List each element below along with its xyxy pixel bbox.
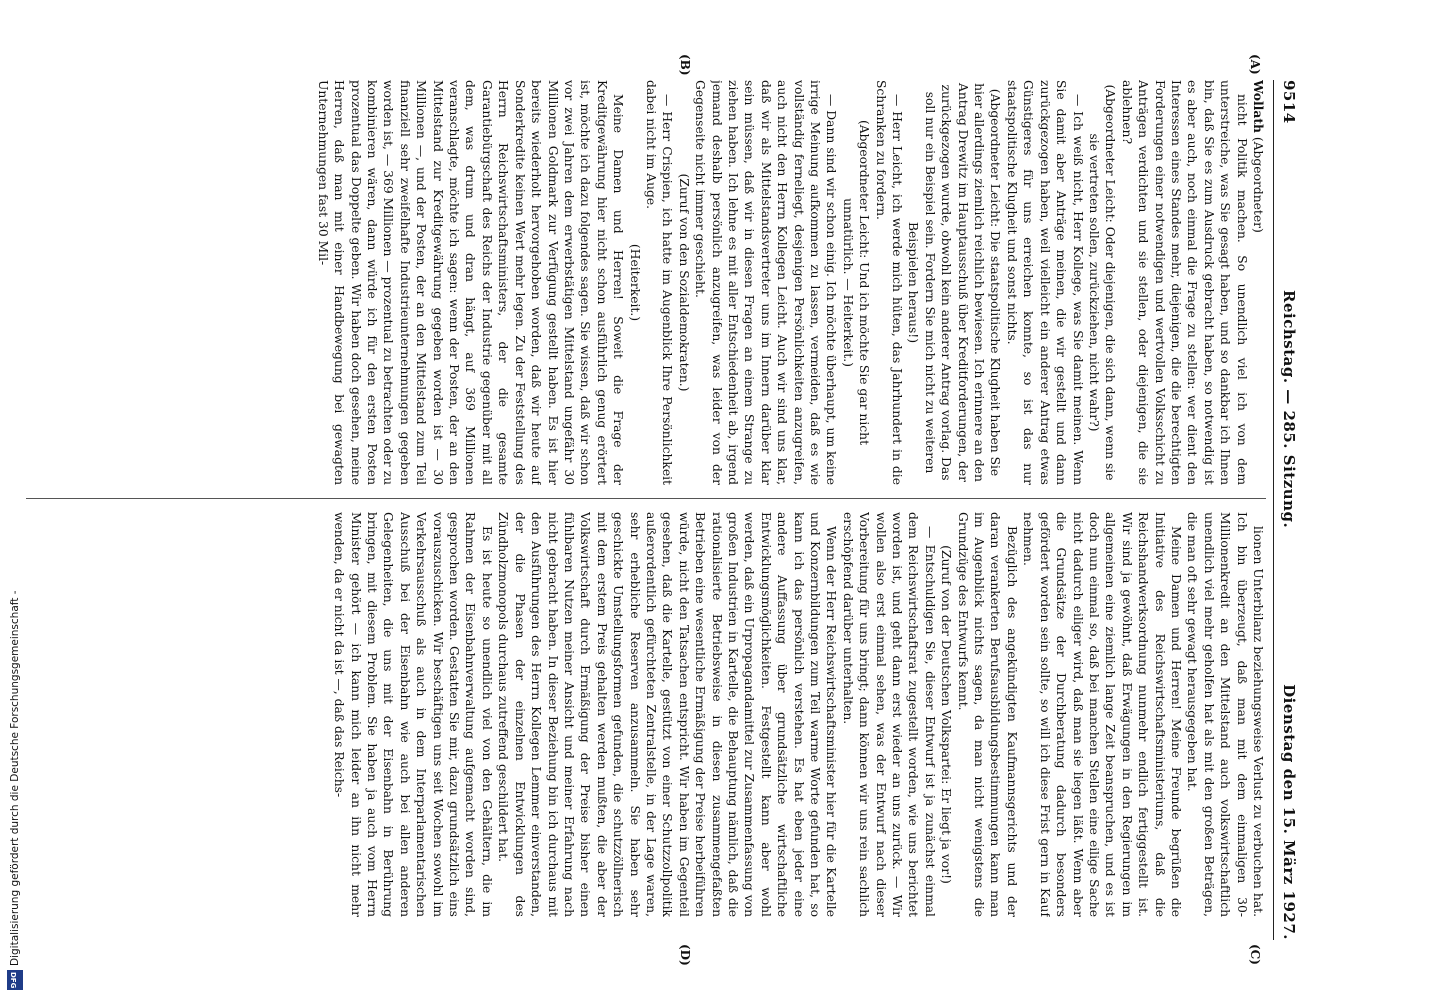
paragraph: Bezüglich des angekündigten Kaufmannsgerichts und der daran verankerten Berufsausbildungsbestimmungen kann man im Augenblick nichts sagen, da man nicht wenigstens die Grundzüge des Entwurfs kennt. (955, 512, 1019, 917)
interjection: (Zuruf von der Deutschen Volkspartei: Er liegt ja vor!) (939, 545, 954, 884)
margin-marker-d: (D) (678, 944, 692, 966)
interjection: (Heiterkeit.) (627, 243, 642, 322)
document-page (14, 54, 1304, 966)
margin-marker-a: (A) (1248, 54, 1262, 75)
speaker-role: (Abgeordneter) (1251, 136, 1265, 233)
interjection: (Abgeordneter Leicht: Und ich möchte Sie gar nicht unnatürlich. — Heiterkeit.) (840, 119, 872, 446)
header-rule (1273, 80, 1274, 940)
session-title: Reichstag. — 285. Sitzung. (1280, 290, 1298, 529)
page-number: 9514 (1280, 80, 1298, 124)
interjection: (Abgeordneter Leicht: Die staatspolitische Klugheit haben Sie hier allerdings ziemlich reichlich bewiesen. Ich erinnere an den Antrag Drewitz im Hauptausschuß über Kreditforderungen, der zurückgezogen wurde, obwohl kein anderer Antrag vorlag. Das soll nur ein Beispiel sein. Fordern Sie mich nicht zu weiteren Beispielen heraus!) (906, 82, 1003, 483)
interjection: (Abgeordneter Leicht: Oder diejenigen, die sich dann, wenn sie sie vertreten sollen, zurückziehen, nicht wahr?) (1086, 84, 1118, 481)
dfg-logo: DFG (7, 970, 23, 990)
paragraph: — Dann sind wir schon einig. Ich möchte überhaupt, um keine irrige Meinung aufkommen zu lassen, vermeiden, daß es wie vollständig ferneliegt, desjenigen Persönlichkeiten anzugreifen, auch nicht den Herrn Kollegen Leicht. Auch wir sind uns klar, daß wir als Mittelstandsvertreter uns im Innern darüber klar sein müssen, daß wir in diesen Fragen an einem Strange zu ziehen haben. Ich lehne es mit aller Entschiedenheit ab, irgend jemand deshalb persönlich anzugreifen, was leider von der Gegenseite nicht immer geschieht. (693, 80, 839, 485)
paragraph: — Entschuldigen Sie, dieser Entwurf ist ja zunächst einmal dem Reichswirtschaftsrat zugestellt worden, wie uns berichtet worden ist, und geht dann erst wieder an uns zurück. — Wir wollen also erst einmal sehen, was der Entwurf nach dieser Vorbereitung für uns bringt; dann können wir uns rein sachlich erschöpfend darüber unterhalten. (840, 512, 937, 917)
paragraph: Es ist heute so unendlich viel von den Gehältern, die im Rahmen der Eisenbahnverwaltung aufgemacht worden sind, gesprochen worden. Gestatten Sie mir, dazu grundsätzlich eins vorauszuschicken. Wir beschäftigen uns seit Wochen sowohl im Verkehrsausschuß als auch in dem Interparlamentarischen Ausschuß bei der Eisenbahn wie auch bei allen anderen Gelegenheiten, die uns mit der Eisenbahn in Berührung bringen, mit diesem Problem. Sie haben ja auch vom Herrn Minister gehört — ich kann mich leider an ihn nicht mehr wenden, da er nicht da ist —, daß das Reichs- (332, 512, 494, 917)
speaker-name: Wollath (1251, 80, 1266, 133)
speaker-line (1250, 80, 1266, 485)
column-divider (26, 498, 1266, 499)
page-header (1274, 80, 1304, 940)
digitization-credit (6, 6, 24, 992)
paragraph: — Herr Leicht, ich werde mich hüten, das Jahrhundert in die Schranken zu fordern. (873, 80, 905, 485)
left-column (26, 80, 1266, 485)
paragraph: — Ich weiß nicht, Herr Kollege, was Sie damit meinen. Wenn Sie damit aber Anträge meinen, die wir gestellt und dann zurückgezogen haben, weil vielleicht ein anderer Antrag etwas Günstigeres für uns erreichen konnte, so ist das nur staatspolitische Klugheit und sonst nichts. (1004, 80, 1085, 485)
session-date: Dienstag den 15. März 1927. (1280, 684, 1298, 940)
paragraph: lionen Unterbilanz beziehungsweise Verlust zu verbuchen hat. Ich bin überzeugt, daß man mit dem einmaligen 30-Millionenkredit an den Mittelstand auch volkswirtschaftlich unendlich viel mehr geholfen hat als mit den großen Beträgen, die man oft sehr gewagt herausgegeben hat. (1185, 512, 1265, 917)
margin-marker-c: (C) (1248, 944, 1262, 965)
paragraph: Meine Damen und Herren! Meine Freunde begrüßen die Initiative des Reichswirtschaftsministeriums, daß die Reichshandwerksordnung nunmehr endlich fertiggestellt ist. Wir sind ja gewöhnt, daß Erwägungen in den Regierungen im allgemeinen eine ziemlich lange Zeit beanspruchen, und es ist doch nun einmal so, daß bei manchen Stellen eine eilige Sache nicht dadurch eiliger wird, daß man sie liegen läßt. Wenn aber die Grundsätze der Durchberatung dadurch besonders gefördert worden sein sollte, so will ich diese Frist gern in Kauf nehmen. (1021, 512, 1183, 917)
right-column (26, 512, 1266, 917)
interjection: (Zuruf von den Sozialdemokraten.) (676, 173, 691, 392)
paragraph: — Herr Crispien, ich hatte im Augenblick Ihre Persönlichkeit dabei nicht im Auge. (643, 80, 675, 485)
paragraph: Wenn der Herr Reichswirtschaftsminister hier für die Kartelle und Konzernbildungen zum Teil warme Worte gefunden hat, so kann ich das persönlich verstehen. Es hat eben jeder eine andere Auffassung über grundsätzliche wirtschaftliche Entwicklungsmöglichkeiten. Festgestellt kann aber wohl werden, daß ein Urpropagandamittel zur Zusammenfassung von großen Industrien in Kartelle, die Behauptung nämlich, daß die rationalisierte Betriebsweise in diesen zusammengefaßten Betrieben eine wesentliche Ermäßigung der Preise herbeiführen würde, nicht den Tatsachen entspricht. Wir haben im Gegenteil gesehen, daß die Kartelle, gestützt von einer Schutzzollpolitik außerordentlich gefürchteten Zentralstelle, in der Lage waren, sehr erhebliche Reserven anzusammeln. Sie haben sehr geschickte Umstellungsformen gefunden, die schutzzöllnerisch mit dem erstem Preis gehalten werden mußten, die aber der Volkswirtschaft durch Ermäßigung der Preise bisher einen fühlbaren Nutzen meiner Ansicht und meiner Erfahrung nach nicht gebracht haben. In dieser Beziehung bin ich durchaus mit den Ausführungen des Herrn Kollegen Lemmer einverstanden, der die Phasen der einzelnen Entwicklungen des Zündholzmonopols durchaus zutreffend geschildert hat. (496, 512, 839, 917)
paragraph: nicht Politik machen. So unendlich viel ich von dem unterstreiche, was Sie gesagt haben, und so dankbar ich Ihnen bin, daß Sie es zum Ausdruck gebracht haben, so notwendig ist es aber auch, noch einmal die Frage zu stellen: wer dient den Interessen eines Standes mehr, diejenigen, die die berechtigten Forderungen einer notwendigen und wertvollen Volksschicht zu Anträgen verdichten und sie stellen, oder diejenigen, die sie ablehnen? (1119, 80, 1249, 485)
credit-text: Digitalisierung gefördert durch die Deutsche Forschungsgemeinschaft - (9, 590, 21, 966)
paragraph: Meine Damen und Herren! Soweit die Frage der Kreditgewährung hier nicht schon ausführlich genug erörtert ist, möchte ich dazu folgendes sagen. Sie wissen, daß wir schon vor zwei Jahren dem erwerbstätigen Mittelstand ungefähr 30 Millionen Goldmark zur Verfügung gestellt haben. Es ist hier bereits wiederholt hervorgehoben worden, daß wir heute auf Sonderkredite keinen Wert mehr legen. Zu der Feststellung des Herrn Reichswirtschaftsministers, der die gesamte Garantiebürgschaft des Reichs der Industrie gegenüber mit all dem, was drum und dran hängt, auf 369 Millionen veranschlagte, möchte ich sagen: wenn der Posten, der an den Mittelstand zur Kreditgewährung gegeben worden ist — 30 Millionen —, und der Posten, der an den Mittelstand zum Teil finanziell sehr zweifelhafte Industrieunternehmungen gegeben worden ist, — 369 Millionen — prozentual zu betrachten oder zu kombinieren wären, dann würde ich für den ersten Posten prozentual das Doppelte geben. Wir haben doch gesehen, meine Herren, daß man mit einer Handbewegung bei gewagten Unternehmungen fast 30 Mil- (315, 80, 626, 485)
margin-marker-b: (B) (678, 54, 692, 76)
